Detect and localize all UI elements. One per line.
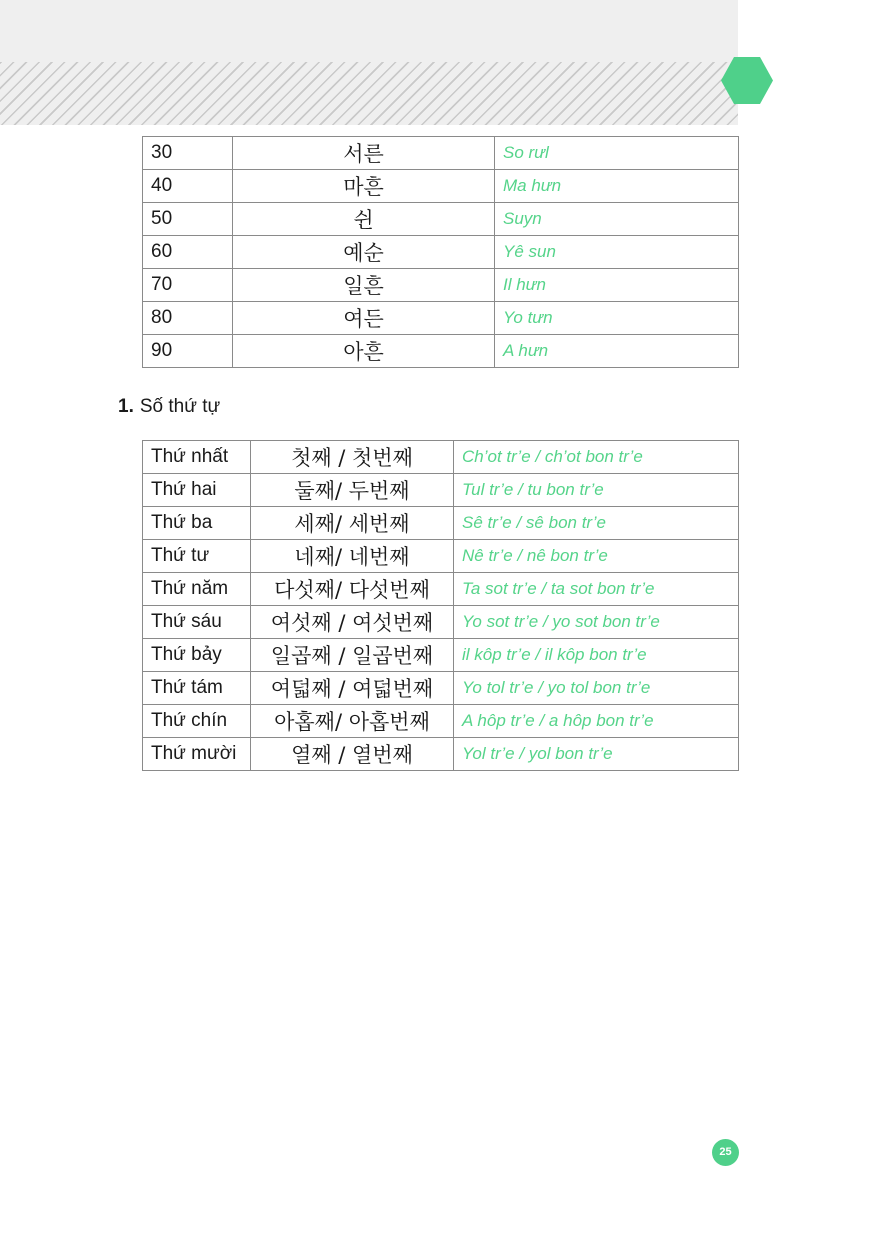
table-row (143, 302, 739, 335)
table-row (143, 573, 739, 606)
vietnamese-cell: Thứ năm (143, 573, 251, 606)
table-row (143, 639, 739, 672)
korean-cell: 쉰 (233, 203, 495, 236)
pronunciation-cell: Ma hưn (495, 170, 739, 203)
table-row (143, 738, 739, 771)
korean-cell: 아홉째/ 아홉번째 (251, 705, 454, 738)
pronunciation-cell: A hưn (495, 335, 739, 368)
korean-cell: 여든 (233, 302, 495, 335)
table-row (143, 441, 739, 474)
korean-cell: 일곱째 / 일곱번째 (251, 639, 454, 672)
numbers-table (142, 136, 739, 368)
section-title: Số thứ tự (139, 396, 221, 417)
pronunciation-cell: Suyn (495, 203, 739, 236)
korean-cell: 일흔 (233, 269, 495, 302)
korean-cell: 첫째 / 첫번째 (251, 441, 454, 474)
vietnamese-cell: Thứ ba (143, 507, 251, 540)
pronunciation-cell: il kôp tr’e / il kôp bon tr’e (454, 639, 739, 672)
pronunciation-cell: Tul tr’e / tu bon tr’e (454, 474, 739, 507)
vietnamese-cell: Thứ tư (143, 540, 251, 573)
pronunciation-cell: So rưl (495, 137, 739, 170)
number-cell: 70 (143, 269, 233, 302)
table-row (143, 236, 739, 269)
table-row (143, 606, 739, 639)
vietnamese-cell: Thứ nhất (143, 441, 251, 474)
korean-cell: 아흔 (233, 335, 495, 368)
korean-cell: 네째/ 네번째 (251, 540, 454, 573)
korean-cell: 마흔 (233, 170, 495, 203)
pronunciation-cell: Yo tol tr’e / yo tol bon tr’e (454, 672, 739, 705)
korean-cell: 세째/ 세번째 (251, 507, 454, 540)
table-row (143, 672, 739, 705)
pronunciation-cell: A hôp tr’e / a hôp bon tr’e (454, 705, 739, 738)
section-heading (118, 396, 220, 418)
number-cell: 80 (143, 302, 233, 335)
table-row (143, 705, 739, 738)
number-cell: 90 (143, 335, 233, 368)
vietnamese-cell: Thứ sáu (143, 606, 251, 639)
page-number-badge: 25 (712, 1139, 739, 1166)
korean-cell: 서른 (233, 137, 495, 170)
pronunciation-cell: Yol tr’e / yol bon tr’e (454, 738, 739, 771)
vietnamese-cell: Thứ bảy (143, 639, 251, 672)
pronunciation-cell: Yo tưn (495, 302, 739, 335)
table-row (143, 474, 739, 507)
korean-cell: 여덟째 / 여덟번째 (251, 672, 454, 705)
pronunciation-cell: Ch’ot tr’e / ch’ot bon tr’e (454, 441, 739, 474)
vietnamese-cell: Thứ mười (143, 738, 251, 771)
korean-cell: 다섯째/ 다섯번째 (251, 573, 454, 606)
ordinals-table (142, 440, 739, 771)
pronunciation-cell: Nê tr’e / nê bon tr’e (454, 540, 739, 573)
number-cell: 60 (143, 236, 233, 269)
pronunciation-cell: Yo sot tr’e / yo sot bon tr’e (454, 606, 739, 639)
section-number: 1. (118, 396, 134, 417)
pronunciation-cell: Yê sun (495, 236, 739, 269)
vietnamese-cell: Thứ tám (143, 672, 251, 705)
pronunciation-cell: Il hưn (495, 269, 739, 302)
table-row (143, 335, 739, 368)
number-cell: 50 (143, 203, 233, 236)
table-row (143, 137, 739, 170)
table-row (143, 269, 739, 302)
korean-cell: 예순 (233, 236, 495, 269)
korean-cell: 여섯째 / 여섯번째 (251, 606, 454, 639)
korean-cell: 둘째/ 두번째 (251, 474, 454, 507)
number-cell: 30 (143, 137, 233, 170)
vietnamese-cell: Thứ chín (143, 705, 251, 738)
number-cell: 40 (143, 170, 233, 203)
pronunciation-cell: Sê tr’e / sê bon tr’e (454, 507, 739, 540)
vietnamese-cell: Thứ hai (143, 474, 251, 507)
header-stripes (0, 62, 738, 125)
korean-cell: 열째 / 열번째 (251, 738, 454, 771)
table-row (143, 540, 739, 573)
pronunciation-cell: Ta sot tr’e / ta sot bon tr’e (454, 573, 739, 606)
table-row (143, 507, 739, 540)
table-row (143, 203, 739, 236)
table-row (143, 170, 739, 203)
